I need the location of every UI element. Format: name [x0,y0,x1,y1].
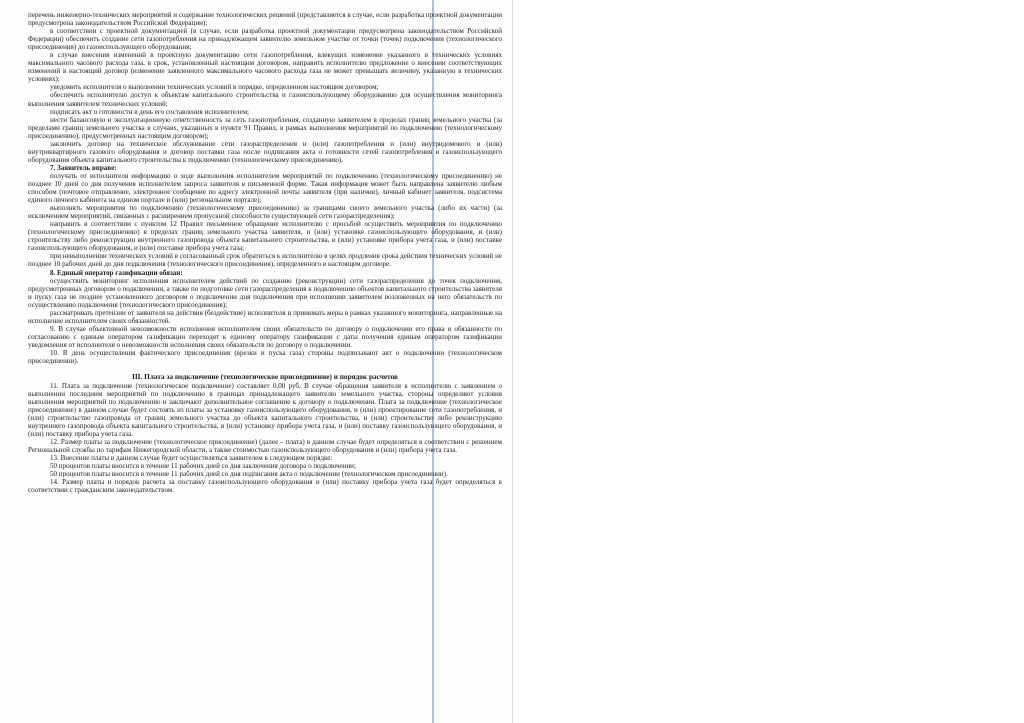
paragraph: 12. Размер платы за подключение (технологическое присоединение) (далее – плата) в данном случае будет определяться в соответствии с решением Региональной службы по тарифам Нижегородской области, а также стоимостью газоиспользующего оборудования и (или) прибора учета газа. [28,437,502,454]
paragraph: 14. Размер платы и порядок расчета за поставку газоиспользующего оборудования и (или) поставку прибора учета газа будет определяться в соответствии с гражданским законодательством. [28,478,502,495]
paragraph: перечень инженерно-технических мероприятий и содержание технологических решений (представляется в случае, если разработка проектной документации предусмотрена законодательством Российской Федерации); [28,11,502,28]
section-3-heading: III. Плата за подключение (технологическое присоединение) и порядок расчетов [131,372,398,382]
paragraph: получать от исполнителя информацию о ходе выполнения исполнителем мероприятий по подключению (технологическому присоединению) не позднее 10 дней со дня получения исполнителем запроса заявителя в письменной форме. Такая информация может быть направлена заявителю любым способом (почтовое отправление, электронное сообщение по адресу электронной почты заявителя (при наличии), личный кабинет заявителя, подсистема единого личного кабинета на едином портале и (или) региональном портале); [28,171,502,205]
paragraph: нести балансовую и эксплуатационную ответственность за сеть газопотребления, созданную заявителем в пределах границ земельного участка (за пределами границ земельного участка в случаях, указанных в пункте 91 Правил, в рамках выполнения мероприятий по подключению (технологическому присоединению), предусмотренных настоящим договором); [28,115,502,140]
paragraph: 9. В случае объективной невозможности исполнения исполнителем своих обязательств по договору о подключении его права и обязанности по согласованию с единым оператором газификации переходят к единому оператору газификации с даты получения единым оператором газификации уведомления от исполнителя о невозможности исполнения своих обязательств по договору о подключении. [28,324,502,349]
paragraph: 13. Внесение платы в данном случае будет осуществляться заявителем в следующем порядке: [50,453,333,462]
paragraph: уведомить исполнителя о выполнении технических условий в порядке, определенном настоящим договором; [50,83,379,92]
paragraph: рассматривать претензии от заявителя на действия (бездействие) исполнителя и принимать меры в рамках указанного мониторинга, направленные на исполнение исполнителем своих обязанностей. [28,308,502,325]
page-content [28,11,502,494]
paragraph: при невыполнении технических условий в согласованный срок обратиться к исполнителю в целях продления срока действия технических условий не позднее 10 рабочих дней до дня подключения (технологического присоединения), определенного в настоящем договоре. [28,252,502,269]
paragraph: подписать акт о готовности в день его составления исполнителем; [50,107,249,116]
paragraph: 10. В день осуществления фактического присоединения (врезки и пуска газа) стороны подписывают акт о подключении (технологическом присоединении). [28,348,502,366]
section-8-heading: 8. Единый оператор газификации обязан: [50,268,183,277]
paragraph: осуществить мониторинг исполнения исполнителем действий по созданию (реконструкции) сети газораспределения до точек подключения, предусмотренных договором о подключении, а также по подготовке сети газораспределения к подключению объектов капитального строительства заявителя и пуску газа не позднее установленного договором о подключении дня подключения при исполнении заявителем возложенных на него обязательств по осуществлению подключения (технологического присоединения); [28,276,502,309]
paragraph: 11. Плата за подключение (технологическое подключение) составляет 0,00 руб. В случае обращения заявителя к исполнителю с заявлением о выполнении последним мероприятий по подключению в границах принадлежащего заявителю земельного участка, стороны определяют условия выполнения мероприятий по подключению и заключают дополнительное соглашение к договору о подключении. Плата за подключение (технологическое присоединение) в данном случае будет состоять из платы за установку газоиспользующего оборудования, и (или) проектирование сети газопотребления, и (или) строительство газопровода от границ земельного участка до объекта капитального строительства, и (или) строительство либо реконструкцию внутреннего газопровода объекта капитального строительства, и (или) установку прибора учета газа, и (или) поставку газоиспользующего оборудования, и (или) поставку прибора учета газа. [28,381,502,438]
paragraph: 50 процентов платы вносится в течение 11 рабочих дней со дня подписания акта о подключении (технологическом присоединении). [50,470,448,479]
paragraph: в случае внесения изменений в проектную документацию сети газопотребления, влекущих изменение указанного в технических условиях максимального часового расхода газа, в срок, установленный настоящим договором, направить исполнителю предложение о внесении соответствующих изменений в настоящий договор (изменение заявленного максимального часового расхода газа не может превышать величину, указанную в технических условиях); [28,51,502,84]
paragraph: 50 процентов платы вносится в течение 11 рабочих дней со дня заключения договора о подключении; [50,462,356,471]
paragraph: обеспечить исполнителю доступ к объектам капитального строительства и газоиспользующему оборудованию для осуществления мониторинга выполнения заявителем технических условий; [28,91,502,108]
paragraph: направить в соответствии с пунктом 12 Правил письменное обращение исполнителю с просьбой осуществить мероприятия по подключению (технологическому присоединению) в пределах границ земельного участка заявителя, и (или) установке газоиспользующего оборудования, и (или) строительству либо реконструкции внутреннего газопровода объекта капитального строительства, и (или) установке прибора учета газа, и (или) поставке газоиспользующего оборудования, и (или) поставке прибора учета газа; [28,220,502,253]
blank-area [513,0,1024,723]
paragraph: заключить договор на техническое обслуживание сети газораспределения и (или) газопотребления и (или) внутридомового и (или) внутриквартирного газового оборудования и договор поставки газа после подписания акта о готовности сетей газопотребления и газоиспользующего оборудования объекта капитального строительства к подключению (технологическому присоединению). [28,139,502,164]
paragraph: в соответствии с проектной документацией (в случае, если разработка проектной документации предусмотрена законодательством Российской Федерации) обеспечить создание сети газопотребления на принадлежащем заявителю земельном участке от точки (точек) подключения (технологического присоединения) до газоиспользующего оборудования; [28,27,502,52]
section-7-heading: 7. Заявитель вправе: [50,163,117,172]
paragraph: выполнять мероприятия по подключению (технологическому присоединению) за границами своего земельного участка (либо их части) (за исключением мероприятий, связанных с расширением пропускной способности существующей сети газораспределения); [28,204,502,221]
